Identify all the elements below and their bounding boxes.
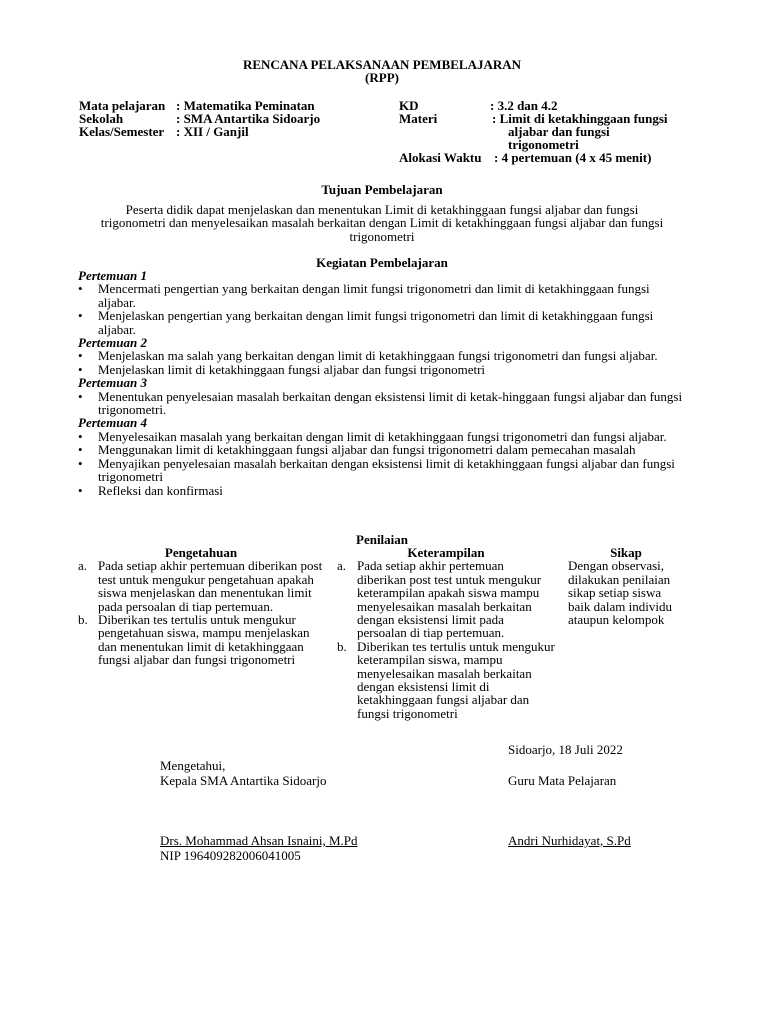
list-item bbox=[337, 640, 555, 720]
keterampilan-heading: Keterampilan bbox=[407, 545, 485, 560]
mapel-label: Mata pelajaran bbox=[79, 98, 166, 113]
pertemuan-3-label: Pertemuan 3 bbox=[78, 375, 147, 391]
tujuan-text bbox=[70, 203, 694, 243]
item-marker: a. bbox=[78, 558, 88, 574]
kegiatan-section bbox=[78, 269, 686, 497]
pengetahuan-heading: Pengetahuan bbox=[164, 545, 238, 560]
alokasi-label: Alokasi Waktu bbox=[399, 150, 482, 165]
title-line-2: (RPP) bbox=[365, 70, 399, 86]
place-date: Sidoarjo, 18 Juli 2022 bbox=[508, 742, 623, 757]
pertemuan-4-list bbox=[78, 430, 686, 497]
title-line-1: RENCANA PELAKSANAAN PEMBELAJARAN bbox=[242, 57, 522, 72]
pertemuan-1-label: Pertemuan 1 bbox=[78, 268, 147, 283]
keterampilan-list bbox=[337, 559, 555, 720]
pertemuan-1-list bbox=[78, 282, 686, 336]
kegiatan-heading: Kegiatan Pembelajaran bbox=[316, 255, 448, 270]
sikap-text: Dengan observasi, dilakukan penilaian sikap setiap siswa baik dalam individu ataupun kelompok bbox=[568, 558, 672, 628]
kelas-label: Kelas/Semester bbox=[79, 124, 165, 139]
mengetahui-text: Mengetahui, bbox=[160, 758, 226, 773]
item-text: Pada setiap akhir pertemuan diberikan post test untuk mengukur keterampilan apakah siswa mampu menyelesaikan masalah berkaitan dengan eksistensi limit pada persoalan di tiap pertemuan. bbox=[357, 558, 542, 641]
list-item: • Menjelaskan pengertian yang berkaitan dengan limit fungsi trigonometri dan limit di ketakhinggaan fungsi aljabar. bbox=[78, 309, 686, 336]
item-marker: b. bbox=[78, 612, 88, 628]
item-text: Diberikan tes tertulis untuk mengukur keterampilan siswa, mampu menyelesaikan masalah berkaitan dengan eksistensi limit di ketakhinggaan fungsi aljabar dan fungsi trigonometri bbox=[357, 638, 555, 721]
tujuan-line-2: trigonometri dan menyelesaikan masalah berkaitan dengan Limit di ketakhinggaan fungsi aljabar dan fungsi bbox=[100, 215, 664, 231]
pertemuan-2-list bbox=[78, 349, 686, 376]
keterampilan-column bbox=[337, 546, 555, 720]
materi-value-1: : Limit di ketakhinggaan fungsi bbox=[492, 111, 668, 126]
list-item: • Menyajikan penyelesaian masalah berkaitan dengan eksistensi limit di ketakhinggaan fungsi aljabar dan fungsi trigonometri bbox=[78, 457, 686, 484]
kepala-name: Drs. Mohammad Ahsan Isnaini, M.Pd bbox=[160, 833, 358, 848]
kepala-role: Kepala SMA Antartika Sidoarjo bbox=[160, 773, 327, 788]
pengetahuan-list bbox=[78, 559, 324, 666]
list-item bbox=[78, 613, 324, 667]
list-item: • Menggunakan limit di ketakhinggaan fungsi aljabar dan fungsi trigonometri dalam pemecahan masalah bbox=[78, 443, 686, 456]
document-title bbox=[0, 58, 764, 85]
tujuan-line-3: trigonometri bbox=[349, 228, 415, 244]
list-item: • Refleksi dan konfirmasi bbox=[78, 484, 686, 497]
list-item bbox=[78, 559, 324, 613]
tujuan-heading: Tujuan Pembelajaran bbox=[321, 182, 443, 197]
sikap-heading: Sikap bbox=[610, 545, 642, 560]
list-item: • Menjelaskan ma salah yang berkaitan dengan limit di ketakhinggaan fungsi trigonometri dan fungsi aljabar. bbox=[78, 349, 686, 362]
item-text: Diberikan tes tertulis untuk mengukur pengetahuan siswa, mampu menjelaskan dan menentukan limit di ketakhinggaan fungsi aljabar dan fungsi trigonometri bbox=[98, 612, 310, 668]
penilaian-heading: Penilaian bbox=[356, 532, 409, 547]
sekolah-value: : SMA Antartika Sidoarjo bbox=[176, 111, 321, 126]
pertemuan-3-list bbox=[78, 390, 686, 417]
list-item: • Menjelaskan limit di ketakhinggaan fungsi aljabar dan fungsi trigonometri bbox=[78, 363, 686, 376]
tujuan-line-1: Peserta didik dapat menjelaskan dan menentukan Limit di ketakhinggaan fungsi aljabar dan fungsi bbox=[125, 202, 639, 217]
list-item bbox=[337, 559, 555, 639]
list-item: • Menyelesaikan masalah yang berkaitan dengan limit di ketakhinggaan fungsi trigonometri dan fungsi aljabar. bbox=[78, 430, 686, 443]
materi-value-2: aljabar dan fungsi bbox=[508, 124, 610, 139]
item-marker: b. bbox=[337, 638, 347, 654]
kepala-nip: NIP 196409282006041005 bbox=[160, 848, 301, 863]
item-text: Pada setiap akhir pertemuan diberikan post test untuk mengukur pengetahuan apakah siswa menjelaskan dan menentukan limit pada persoalan di tiap pertemuan. bbox=[98, 558, 323, 614]
mapel-value: : Matematika Peminatan bbox=[176, 98, 315, 113]
sekolah-label: Sekolah bbox=[79, 111, 124, 126]
pengetahuan-column bbox=[78, 546, 324, 667]
list-item: • Mencermati pengertian yang berkaitan dengan limit fungsi trigonometri dan limit di ketakhinggaan fungsi aljabar. bbox=[78, 282, 686, 309]
guru-role: Guru Mata Pelajaran bbox=[508, 773, 617, 788]
item-marker: a. bbox=[337, 558, 347, 574]
guru-name: Andri Nurhidayat, S.Pd bbox=[508, 833, 631, 848]
alokasi-value: : 4 pertemuan (4 x 45 menit) bbox=[494, 150, 652, 165]
materi-value-3: trigonometri bbox=[508, 137, 579, 152]
kd-value: : 3.2 dan 4.2 bbox=[490, 98, 558, 113]
list-item: • Menentukan penyelesaian masalah berkaitan dengan eksistensi limit di ketak-hinggaan fungsi aljabar dan fungsi trigonometri. bbox=[78, 390, 686, 417]
sikap-column bbox=[568, 546, 684, 626]
pertemuan-4-label: Pertemuan 4 bbox=[78, 415, 147, 431]
kelas-value: : XII / Ganjil bbox=[176, 124, 249, 139]
materi-label: Materi bbox=[399, 111, 438, 126]
pertemuan-2-label: Pertemuan 2 bbox=[78, 335, 147, 351]
kd-label: KD bbox=[399, 98, 419, 113]
